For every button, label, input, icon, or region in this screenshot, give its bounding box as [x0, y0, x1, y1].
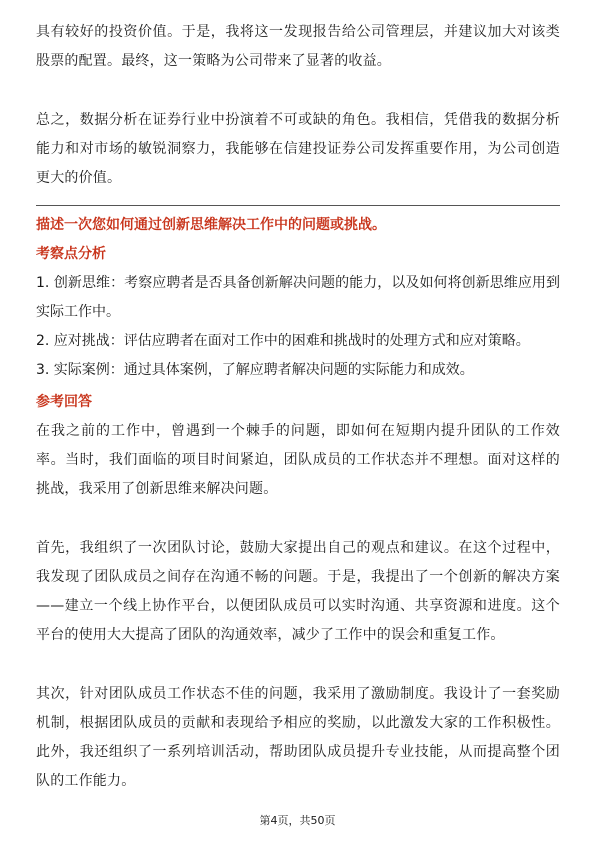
interview-question: 描述一次您如何通过创新思维解决工作中的问题或挑战。	[36, 217, 386, 233]
analysis-item: 3. 实际案例：通过具体案例，了解应聘者解决问题的实际能力和成效。	[36, 362, 474, 378]
answer-paragraph-second: 其次，针对团队成员工作状态不佳的问题，我采用了激励制度。我设计了一套奖励机制，根据团队成员的贡献和表现给予相应的奖励，以此激发大家的工作积极性。此外，我还组织了一系列培训活动，帮助团队成员提升专业技能，从而提高整个团队的工作能力。	[36, 686, 560, 789]
section-divider	[36, 205, 560, 206]
page-footer: 第4页，共50页	[259, 814, 336, 827]
paragraph-summary: 总之，数据分析在证券行业中扮演着不可或缺的角色。我相信，凭借我的数据分析能力和对市场的敏锐洞察力，我能够在信建投证券公司发挥重要作用，为公司创造更大的价值。	[36, 112, 560, 186]
analysis-item: 2. 应对挑战：评估应聘者在面对工作中的困难和挑战时的处理方式和应对策略。	[36, 333, 530, 349]
analysis-item: 1. 创新思维：考察应聘者是否具备创新解决问题的能力，以及如何将创新思维应用到实际工作中。	[36, 275, 560, 320]
answer-paragraph-first: 首先，我组织了一次团队讨论，鼓励大家提出自己的观点和建议。在这个过程中，我发现了团队成员之间存在沟通不畅的问题。于是，我提出了一个创新的解决方案——建立一个线上协作平台，以便团队成员可以实时沟通、共享资源和进度。这个平台的使用大大提高了团队的沟通效率，减少了工作中的误会和重复工作。	[36, 540, 560, 643]
answer-paragraph-intro: 在我之前的工作中，曾遇到一个棘手的问题，即如何在短期内提升团队的工作效率。当时，我们面临的项目时间紧迫，团队成员的工作状态并不理想。面对这样的挑战，我采用了创新思维来解决问题。	[36, 423, 560, 497]
answer-heading: 参考回答	[36, 394, 92, 410]
paragraph-investment-conclusion: 具有较好的投资价值。于是，我将这一发现报告给公司管理层，并建议加大对该类股票的配置。最终，这一策略为公司带来了显著的收益。	[36, 24, 560, 69]
analysis-list	[36, 269, 560, 385]
analysis-heading: 考察点分析	[36, 246, 106, 262]
